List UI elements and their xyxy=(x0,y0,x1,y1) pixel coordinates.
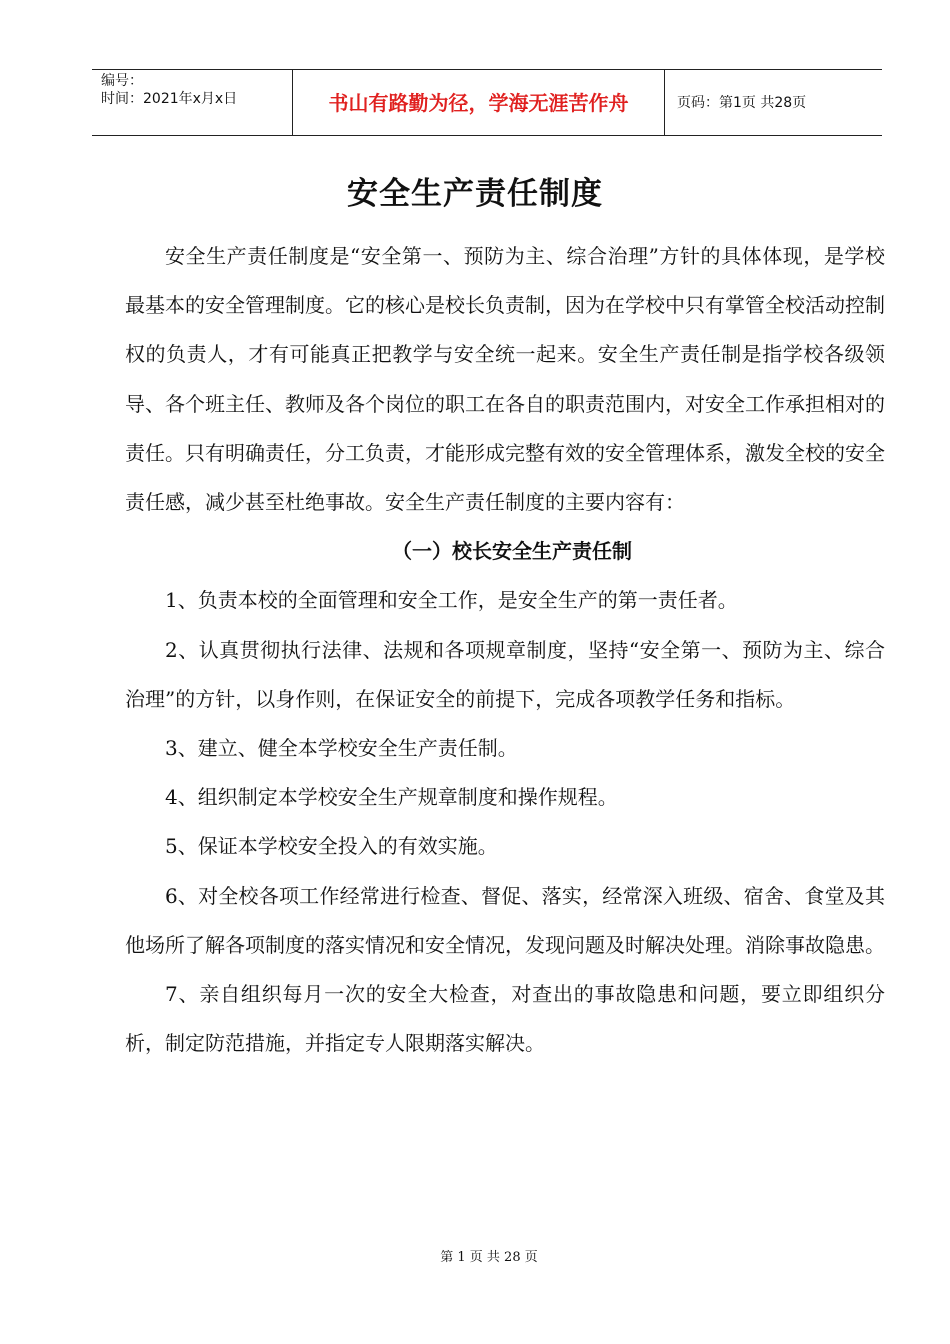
header-page-info: 页码：第1页 共28页 xyxy=(677,94,807,111)
list-item: 1、负责本校的全面管理和安全工作，是安全生产的第一责任者。 xyxy=(165,588,738,613)
list-item: 6、对全校各项工作经常进行检查、督促、落实，经常深入班级、宿舍、食堂及其他场所了解各项制度的落实情况和安全情况，发现问题及时解决处理。消除事故隐患。 xyxy=(125,883,885,957)
time-label: 时间：2021年x月x日 xyxy=(101,91,238,107)
list-item: 4、组织制定本学校安全生产规章制度和操作规程。 xyxy=(165,785,618,810)
intro-paragraph: 安全生产责任制度是“安全第一、预防为主、综合治理”方针的具体体现，是学校最基本的安全管理制度。它的核心是校长负责制，因为在学校中只有掌管全校活动控制权的负责人，才有可能真正把教学与安全统一起来。安全生产责任制是指学校各级领导、各个班主任、教师及各个岗位的职工在各自的职责范围内，对安全工作承担相对的责任。只有明确责任，分工负责，才能形成完整有效的安全管理体系，激发全校的安全责任感，减少甚至杜绝事故。安全生产责任制度的主要内容有： xyxy=(125,244,885,515)
page-footer: 第 1 页 共 28 页 xyxy=(440,1250,538,1265)
header-meta xyxy=(92,70,293,135)
page-header xyxy=(92,69,882,136)
document-body xyxy=(125,232,885,1068)
list-item: 3、建立、健全本学校安全生产责任制。 xyxy=(165,736,518,761)
list-item: 2、认真贯彻执行法律、法规和各项规章制度，坚持“安全第一、预防为主、综合治理”的方针，以身作则，在保证安全的前提下，完成各项教学任务和指标。 xyxy=(125,637,885,711)
serial-label: 编号： xyxy=(101,73,143,89)
list-item: 7、亲自组织每月一次的安全大检查，对查出的事故隐患和问题，要立即组织分析，制定防范措施，并指定专人限期落实解决。 xyxy=(125,982,885,1056)
document-title: 安全生产责任制度 xyxy=(347,176,603,212)
section-heading: （一）校长安全生产责任制 xyxy=(392,539,632,564)
header-motto: 书山有路勤为径，学海无涯苦作舟 xyxy=(293,70,665,135)
list-item: 5、保证本学校安全投入的有效实施。 xyxy=(165,834,498,859)
